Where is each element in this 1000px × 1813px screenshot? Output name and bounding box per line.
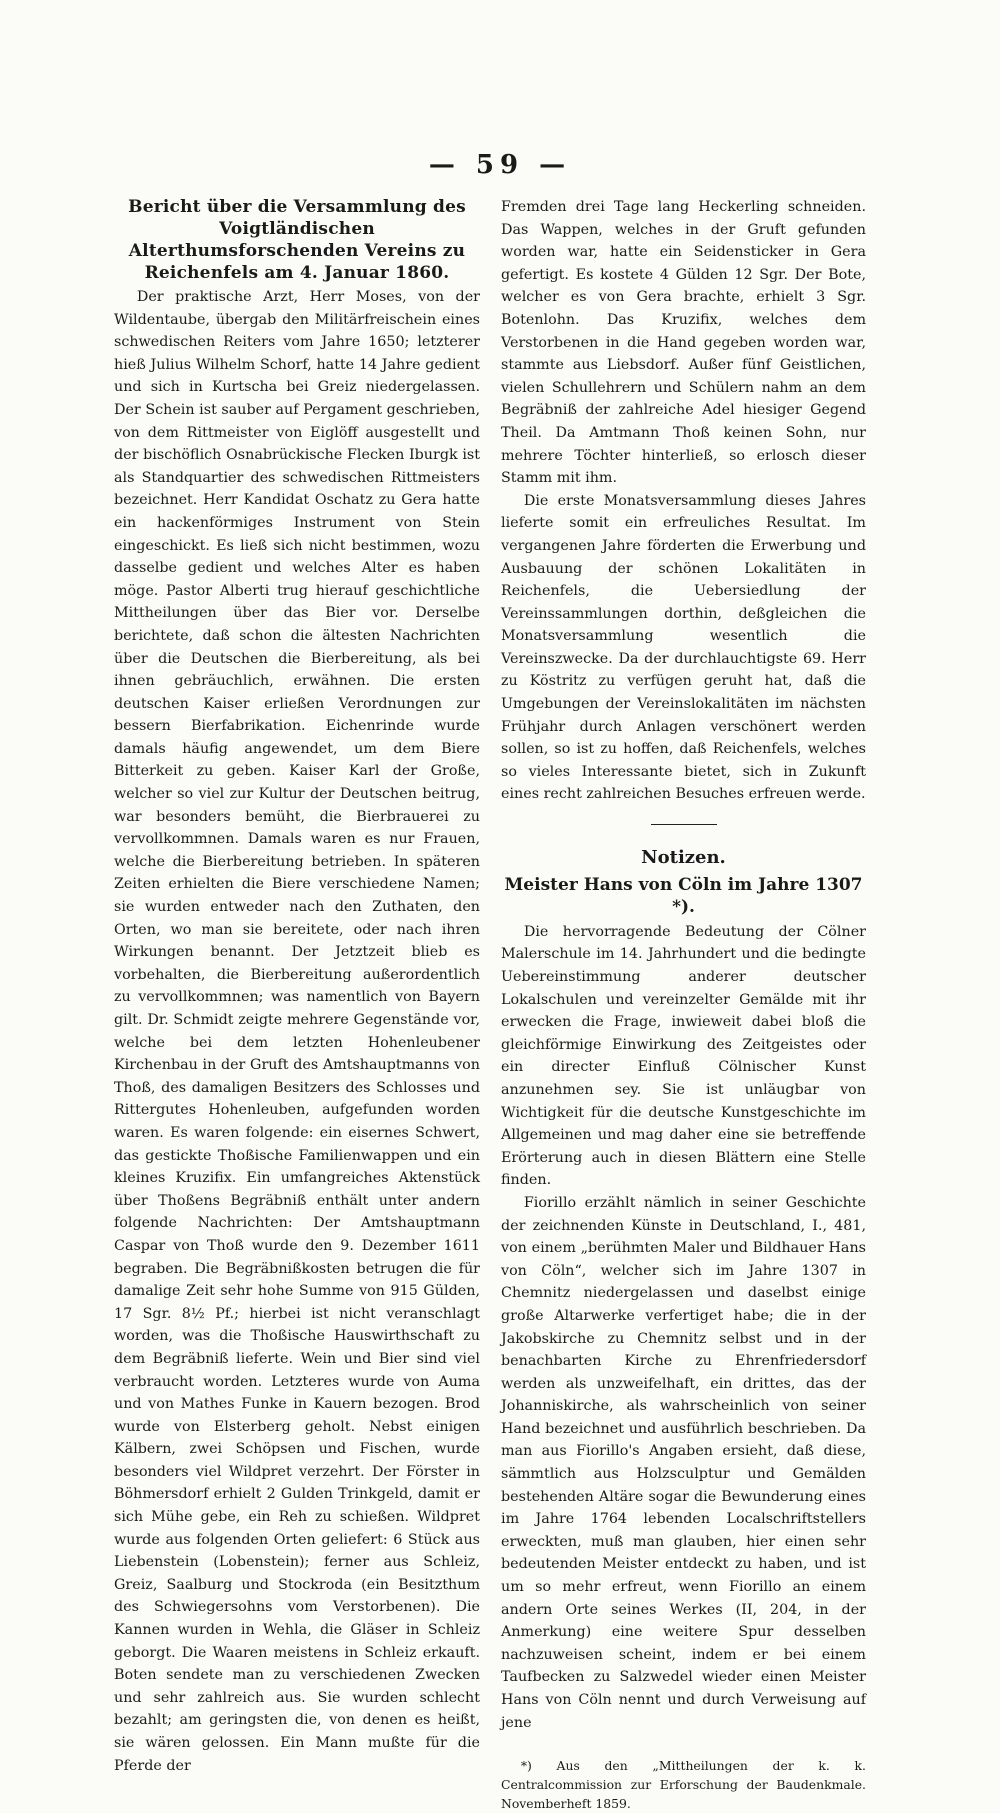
paragraph: Der praktische Arzt, Herr Moses, von der Wildentaube, übergab den Militärfreischein eines schwedischen Reiters vom Jahre 1650; letzterer hieß Julius Wilhelm Schorf, hatte 14 Jahre gedient und sich in Kurtscha bei Greiz niedergelassen. Der Schein ist sauber auf Pergament geschrieben, von dem Rittmeister von Eiglöff ausgestellt und der bischöflich Osnabrückische Flecken Iburgk ist als Standquartier des schwedischen Rittmeisters bezeichnet. Herr Kandidat Oschatz zu Gera hatte ein hackenförmiges Instrument von Stein eingeschickt. Es ließ sich nicht bestimmen, wozu dasselbe gedient und welches Alter es haben möge. Pastor Alberti trug hierauf geschichtliche Mittheilungen über das Bier vor. Derselbe berichtete, daß schon die ältesten Nachrichten über die Deutschen die Bierbereitung, als bei ihnen gebräuchlich, erwähnen. Die ersten deutschen Kaiser erließen Verordnungen zur bessern Bierfabrikation. Eichenrinde wurde damals häufig angewendet, um dem Biere Bitterkeit zu geben. Kaiser Karl der Große, welcher so viel zur Kultur der Deutschen beitrug, war besonders bemüht, die Bierbrauerei zu vervollkommnen. Damals waren es nur Frauen, welche die Bierbereitung betrieben. In späteren Zeiten erhielten die Biere verschiedene Namen; sie wurden entweder nach den Zuthaten, den Orten, wo man sie bereitete, oder nach ihren Wirkungen benannt. Der Jetztzeit blieb es vorbehalten, die Bierbereitung außerordentlich zu vervollkommnen; was namentlich von Bayern gilt. Dr. Schmidt zeigte mehrere Gegenstände vor, welche bei dem letzten Hohenleubener Kirchenbau in der Gruft des Amtshauptmanns von Thoß, des damaligen Besitzers des Schlosses und Rittergutes Hohenleuben, aufgefunden worden waren. Es waren folgende: ein eisernes Schwert, das gestickte Thoßische Familienwappen und ein kleines Kruzifix. Ein umfangreiches Aktenstück über Thoßens Begräbniß enthält unter andern folgende Nachrichten: Der Amtshauptmann Caspar von Thoß wurde den 9. Dezember 1611 begraben. Die Begräbnißkosten betrugen die für damalige Zeit sehr hohe Summe von 915 Gülden, 17 Sgr. 8½ Pf.; hierbei ist nicht veranschlagt worden, was die Thoßische Hauswirthschaft zu dem Begräbniß lieferte. Wein und Bier sind viel verbraucht worden. Letzteres wurde von Auma und von Mathes Funke in Kauern bezogen. Brod wurde von Elsterberg geholt. Nebst einigen Kälbern, zwei Schöpsen und Fischen, wurde besonders viel Wildpret verzehrt. Der Förster in Böhmersdorf erhielt 2 Gulden Trinkgeld, damit er sich Mühe gebe, ein Reh zu schießen. Wildpret wurde aus folgenden Orten geliefert: 6 Stück aus Liebenstein (Lobenstein); ferner aus Schleiz, Greiz, Saalburg und Stockroda (ein Besitzthum des Schwiegersohns vom Verstorbenen). Die Kannen wurden in Wehla, die Gläser in Schleiz geborgt. Die Waaren meistens in Schleiz erkauft. Boten sendete man zu verschiedenen Zwecken und sehr zahlreich aus. Sie wurden schlecht bezahlt; am geringsten die, von denen es heißt, sie wären gelossen. Ein Mann mußte für die Pferde der	[114, 289, 480, 1774]
paragraph: Die erste Monatsversammlung dieses Jahres lieferte somit ein erfreuliches Resultat. Im vergangenen Jahre förderten die Erwerbung und Ausbauung der schönen Lokalitäten in Reichenfels, die Uebersiedlung der Vereinssammlungen dorthin, deßgleichen die Monatsversammlung wesentlich die Vereinszwecke. Da der durchlauchtigste 69. Herr zu Köstritz zu verfügen geruht hat, daß die Umgebungen der Vereinslokalitäten im nächsten Frühjahr durch Anlagen verschönert werden sollen, so ist zu hoffen, daß Reichenfels, welches so vieles Interessante bietet, sich in Zukunft eines recht zahlreichen Besuches erfreuen werde.	[501, 492, 866, 803]
notes-heading: Notizen.	[641, 847, 726, 869]
article-title: Bericht über die Versammlung des Voigtländischen Alterthumsforschenden Vereins zu Reichenfels am 4. Januar 1860.	[128, 197, 466, 283]
page-number: — 59 —	[428, 150, 572, 180]
left-column	[114, 196, 480, 1777]
right-column	[501, 196, 866, 1813]
paragraph: Die hervorragende Bedeutung der Cölner Malerschule im 14. Jahrhundert und die bedingte Uebereinstimmung anderer deutscher Lokalschulen und vereinzelter Gemälde mit ihr erwecken die Frage, inwieweit dabei bloß die gleichförmige Einwirkung des Zeitgeistes oder ein directer Einfluß Cölnischer Kunst anzunehmen sey. Sie ist unläugbar von Wichtigkeit für die deutsche Kunstgeschichte im Allgemeinen und mag daher eine sie betreffende Erörterung auch in diesen Blättern eine Stelle finden.	[501, 923, 866, 1189]
paragraph: Fiorillo erzählt nämlich in seiner Geschichte der zeichnenden Künste in Deutschland, I., 481, von einem „berühmten Maler und Bildhauer Hans von Cöln“, welcher sich im Jahre 1307 in Chemnitz niedergelassen und daselbst einige große Altarwerke verfertiget habe; die in der Jakobskirche zu Chemnitz selbst und in der benachbarten Kirche zu Ehrenfriedersdorf werden als unzweifelhaft, ein drittes, das der Johanniskirche, als wahrscheinlich von seiner Hand bezeichnet und ausführlich beschrieben. Da man aus Fiorillo's Angaben ersieht, daß diese, sämmtlich aus Holzsculptur und Gemälden bestehenden Altäre sogar die Bewunderung eines im Jahre 1764 lebenden Localschriftstellers erweckten, muß man glauben, hier einen sehr bedeutenden Meister entdeckt zu haben, und ist um so mehr erfreut, wenn Fiorillo an einem andern Orte seines Werkes (II, 204, in der Anmerkung) eine weitere Spur desselben nachzuweisen scheint, indem er bei einem Taufbecken zu Salzwedel wieder einen Meister Hans von Cöln nennt und durch Verweisung auf jene	[501, 1194, 866, 1731]
paragraph: Fremden drei Tage lang Heckerling schneiden. Das Wappen, welches in der Gruft gefunden worden war, hatte ein Seidensticker in Gera gefertigt. Es kostete 4 Gülden 12 Sgr. Der Bote, welcher es von Gera brachte, erhielt 3 Sgr. Botenlohn. Das Kruzifix, welches dem Verstorbenen in die Hand gegeben worden war, stammte aus Liebsdorf. Außer fünf Geistlichen, vielen Schullehrern und Schülern nahm an dem Begräbniß der zahlreiche Adel hiesiger Gegend Theil. Da Amtmann Thoß keinen Sohn, nur mehrere Töchter hinterließ, so erlosch dieser Stamm mit ihm.	[501, 199, 866, 487]
footnote: *) Aus den „Mittheilungen der k. k. Centralcommission zur Erforschung der Baudenkmale. Novemberheft 1859.	[501, 1758, 866, 1812]
notes-subheading: Meister Hans von Cöln im Jahre 1307 *).	[504, 874, 863, 918]
section-divider	[651, 824, 717, 825]
